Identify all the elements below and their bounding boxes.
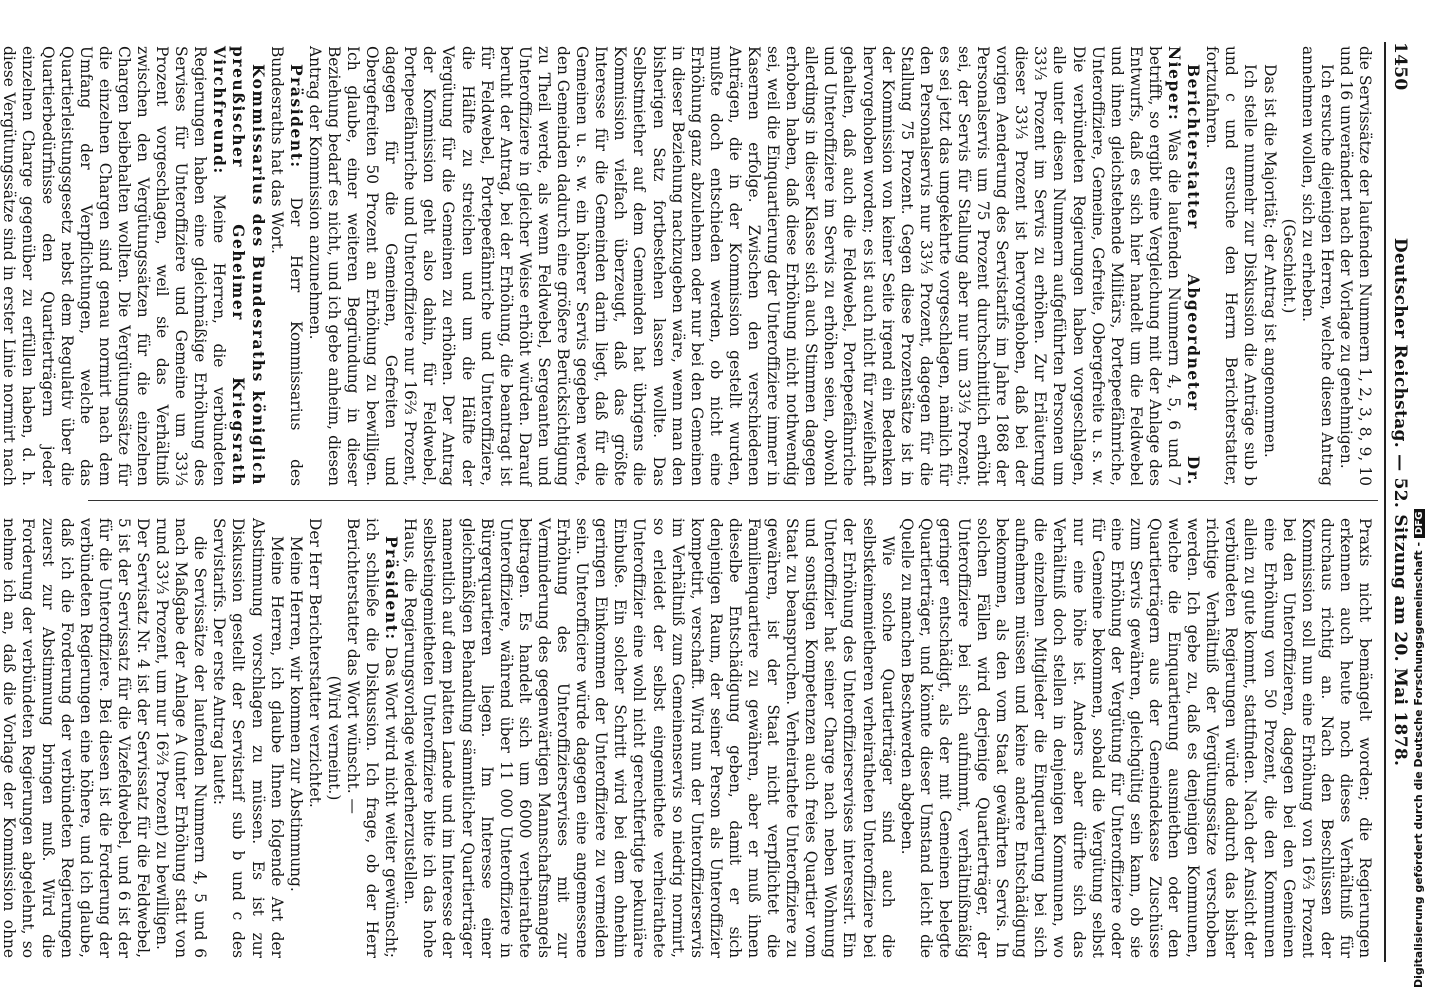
document-page [0, 12, 1412, 992]
page-header-title: Deutscher Reichstag. — 52. Sitzung am 20. Mai 1878. [1390, 237, 1410, 767]
paragraph [897, 518, 1374, 958]
paragraph [0, 518, 152, 958]
paragraph-text: Meine Herren, ich glaube Ihnen folgende Art der Abstimmung vorschlagen zu müssen. Es ist zur Diskussion gestellt der Servistarif sub b und c des Servistarifs. Der erste Antrag lautet: [210, 518, 286, 958]
speaker-name: Kommissarius des Bundesraths königlich preußischer Geheimer Kriegsrath Virchfreund: [210, 46, 267, 486]
dfg-logo: DFG [1414, 509, 1425, 538]
paragraph-text: Praxis nicht bemängelt worden; die Regierungen erkennen auch heute noch dieses Verhältniß für durchaus richtig an. Nach den Beschlüssen der Kommission soll nun eine Erhöhung von 16⅔ Prozent bei den Unteroffizieren, dagegen bei den Gemeinen eine Erhöhung von 50 Prozent, die den Kommunen allein zu gute kommt, stattfinden. Nach der Ansicht der verbündeten Regierungen würde dadurch das bisher richtige Verhältniß der Vergütungssätze verschoben werden. Ich gebe zu, daß es denjenigen Kommunen, welche die Einquartierung ausmiethen oder den Quartierträgern aus der Gemeindekasse Zuschüsse zum Servis gewähren, gleichgültig sein kann, ob sie eine Erhöhung der Vergütung für Unteroffiziere oder für Gemeine bekommen, sobald die Vergütung selbst nur eine höhe ist. Anders aber dürfte sich das Verhältniß doch stellen in denjenigen Kommunen, wo die einzelnen Mitglieder die Einquartierung bei sich aufnehmen müssen und keine andere Entschädigung bekommen, als den vom Staat gewährten Servis. In solchen Fällen wird derjenige Quartierträger, der Unteroffiziere bei sich aufnimmt, verhältnißmäßig geringer entschädigt, als der mit Gemeinen belegte Quartierträger, und könnte dieser Umstand leicht die Quelle zu manchen Beschwerden abgeben. [897, 518, 1374, 958]
paragraph [305, 46, 1202, 486]
paragraph-text: Meine Herren, wir kommen zur Abstimmung. [286, 536, 305, 892]
paragraph-text: die Servissätze der laufenden Nummern 4, 5 und 6 nach Maßgabe der Anlage A (unter Erhöhung statt von rund 33⅓ Prozent, um nur 16⅔ Prozent) zu bewilligen. [153, 518, 210, 958]
paragraph-text: Was die laufenden Nummern 4, 5, 6 und 7 betrifft, so ergibt eine Vergleichung mit der Anlage des Entwurfs, daß es sich hier handelt um die Feldwebel und ihnen gleichstehende Militärs, Portepeefähnriche, Unteroffiziere, Gemeine, Gefreite, Obergefreite u. s. w. Die verbündeten Regierungen haben vorgeschlagen, alle unter diesen Nummern aufgeführten Personen um 33⅓ Prozent im Servis zu erhöhen. Zur Erläuterung dieser 33⅓ Prozent ist hervorgehoben, daß bei der vorigen Aenderung des Servistarifs im Jahre 1868 der Personalservis um 75 Prozent durchschnittlich erhöht sei, der Servis für Stallung aber nur um 33⅓ Prozent; es sei jetzt das umgekehrte vorgeschlagen, nämlich für den Personalservis nur 33⅓ Prozent, dagegen für die Stallung 75 Prozent. Gegen diese Prozentsätze ist in der Kommission von keiner Seite irgend ein Bedenken hervorgehoben worden; es ist auch nicht für zweifelhaft gehalten, daß auch die Feldwebel, Portepeefähnriche und Unteroffiziere im Servis zu erhöhen seien, obwohl allerdings in dieser Klasse sich auch Stimmen dagegen erhoben haben, daß diese Erhöhung nicht nothwendig sei, weil die Einquartierung der Unteroffiziere immer in Kasernen erfolge. Zwischen den verschiedenen Anträgen, die in der Kommission gestellt wurden, mußte doch entschieden werden, ob nicht eine Erhöhung ganz abzulehnen oder nur bei den Gemeinen in dieser Beziehung nachzugeben wäre, wenn man den bisherigen Satz fortbestehen lassen wollte. Das Selbstmiether auf dem Gemeinden hat übrigens die Kommission vielfach überzeugt, daß das größte Interesse für die Gemeinden darin liegt, daß für die Gemeinen u. s. w. ein höherer Servis gegeben werde, den Gemeinden dadurch eine größere Berücksichtigung zu Theil werde, als wenn Feldwebel, Sergeanten und Unteroffiziere in gleicher Weise erhöht würden. Darauf beruht der Antrag, bei der Erhöhung, die beantragt ist für Feldwebel, Portepeefähnriche und Unteroffiziere, die Hälfte zu streichen und um die Hälfte der Vergütung für die Gemeinen zu erhöhen. Der Antrag der Kommission geht also dahin, für Feldwebel, Portepeefähnriche und Unteroffiziere nur 16⅔ Prozent, dagegen für die Gemeinen, Gefreiten und Obergefreiten 50 Prozent an Erhöhung zu bewilligen. Ich glaube, einer weiteren Begründung in dieser Beziehung bedarf es nicht, und ich gebe anheim, diesen Antrag der Kommission anzunehmen. [305, 46, 1184, 486]
paragraph [209, 518, 285, 958]
paragraph [400, 518, 896, 958]
paragraph [343, 518, 400, 958]
paragraph-text: Ich ersuche diejenigen Herren, welche diesen Antrag annehmen wollen, sich zu erheben. [1298, 46, 1336, 486]
paragraph-text: die Servissätze der laufenden Nummern 1, 2, 3, 8, 9, 10 und 16 unverändert nach der Vorlage zu genehmigen. [1336, 46, 1374, 486]
paragraph-text: Der Herr Berichterstatter verzichtet. [305, 518, 324, 808]
paragraph-text: Das Wort wird nicht weiter gewünscht; ich schließe die Diskussion. Ich frage, ob der Herr Berichterstatter das Wort wünscht. — [344, 518, 401, 958]
paragraph [1298, 46, 1336, 486]
paragraph [1259, 46, 1278, 486]
paragraph-text: (Geschieht.) [1279, 218, 1298, 314]
paragraph [152, 518, 209, 958]
paragraph-text: (Wird verneint.) [324, 675, 343, 801]
paragraph-text: Wie solche Quartierträger sind auch die selbstkeimemietheren verheiratheten Unteroffiziere bei der Erhöhung des Unteroffizierservises interessirt. Ein Unteroffizier hat seiner Charge nach neben Wohnung und sonstigen Kompetenzen auch freies Quartier vom Staat zu beanspruchen. Verheirathete Unteroffiziere zu gewähren, ist der Staat nicht verpflichtet die Familienquartiere zu gewähren, aber er muß ihnen dieselbe Entschädigung geben, damit er sich denjenigen Raum, der seiner Person als Unteroffizier kompetirt, verschafft. Wird nun der Unteroffizierservis im Verhältniß zum Gemeinenservis so niedrig normirt, so erleidet der selbst eingemiethete verheirathete Unteroffizier eine wohl nicht gerechtfertigte pekuniäre Einbuße. Ein solcher Schritt wird bei dem ohnehin geringen Einkommen der Unteroffiziere zu vermeiden sein. Unterofficiere würde dagegen eine angemessene Erhöhung des Unteroffizierservises mit zur Verminderung des gegenwärtigen Mannschaftsmangels beitragen. Es handelt sich um 6000 verheirathete Unteroffiziere, während über 11 000 Unteroffiziere in Bürgerquartieren liegen. Im Interesse einer gleichmäßigen Behandlung sämmtlicher Quartierträger namentlich auf dem platten Lande und im Interesse der selbsteingemietheten Unteroffiziere bitte ich das hohe Haus, die Regierungsvorlage wiederherzustellen. [401, 518, 897, 958]
paragraph [0, 46, 267, 486]
running-head [1384, 42, 1412, 962]
page-number: 1450 [1390, 42, 1410, 91]
speaker-name: Präsident: [286, 64, 305, 169]
column-divider [88, 500, 1378, 501]
speaker-name: Berichterstatter Abgeordneter Dr. Nieper: [1165, 46, 1203, 486]
paragraph [305, 518, 324, 958]
paragraph [324, 518, 343, 958]
funding-note-text: Digitalisierung gefördert durch die Deutsche Forschungsgemeinschaft - [1412, 541, 1425, 988]
paragraph [267, 46, 305, 486]
paragraph-text: Das ist die Majorität; der Antrag ist angenommen. [1260, 64, 1279, 458]
paragraph [1279, 46, 1298, 486]
paragraph-text: Der Servisatz Nr. 4 ist der Servissatz für die Feldwebel, 5 ist der Servissatz für die Vizefeldwebel, und 6 ist der für die Unteroffiziere. Bei diesen ist die Forderung der verbündeten Regierungen eine höhere, und ich glaube, daß ich die Forderung der verbündeten Regierungen zuerst zur Abstimmung bringen muß. Wird die Forderung der verbündeten Regierungen abgelehnt, so nehme ich an, daß die Vorlage der Kommission ohne [0, 518, 152, 958]
paragraph-text: Meine Herren, die verbündeten Regierungen haben eine gleichmäßige Erhöhung des Servises für Unteroffiziere und Gemeine um 33⅓ Prozent vorgeschlagen, weil sie das Verhältniß zwischen den Vergütungssätzen für die einzelnen Chargen beibehalten wollten. Die Vergütungssätze für die einzelnen Chargen sind genau normirt nach dem Umfang der Verpflichtungen, welche das Quartierleistungsgesetz nebst dem Regulativ über die Quartierbedürfnisse den Quartierträgern jeder einzelnen Charge gegenüber zu erfüllen haben, d. h. diese Vergütungssätze sind in erster Linie normirt nach [0, 46, 229, 486]
left-column [0, 46, 1374, 486]
right-column [0, 518, 1374, 958]
paragraph [1202, 46, 1259, 486]
speaker-name: Präsident: [382, 536, 401, 641]
paragraph-text: Ich stelle nunmehr zur Diskussion die Anträge sub b und c und ersuche den Herrn Berichterstatter, fortzufahren. [1203, 46, 1260, 486]
paragraph-text: Der Herr Kommissarius des Bundesraths hat das Wort. [267, 46, 305, 486]
paragraph [1336, 46, 1374, 486]
paragraph [286, 518, 305, 958]
funding-note [1412, 509, 1425, 988]
